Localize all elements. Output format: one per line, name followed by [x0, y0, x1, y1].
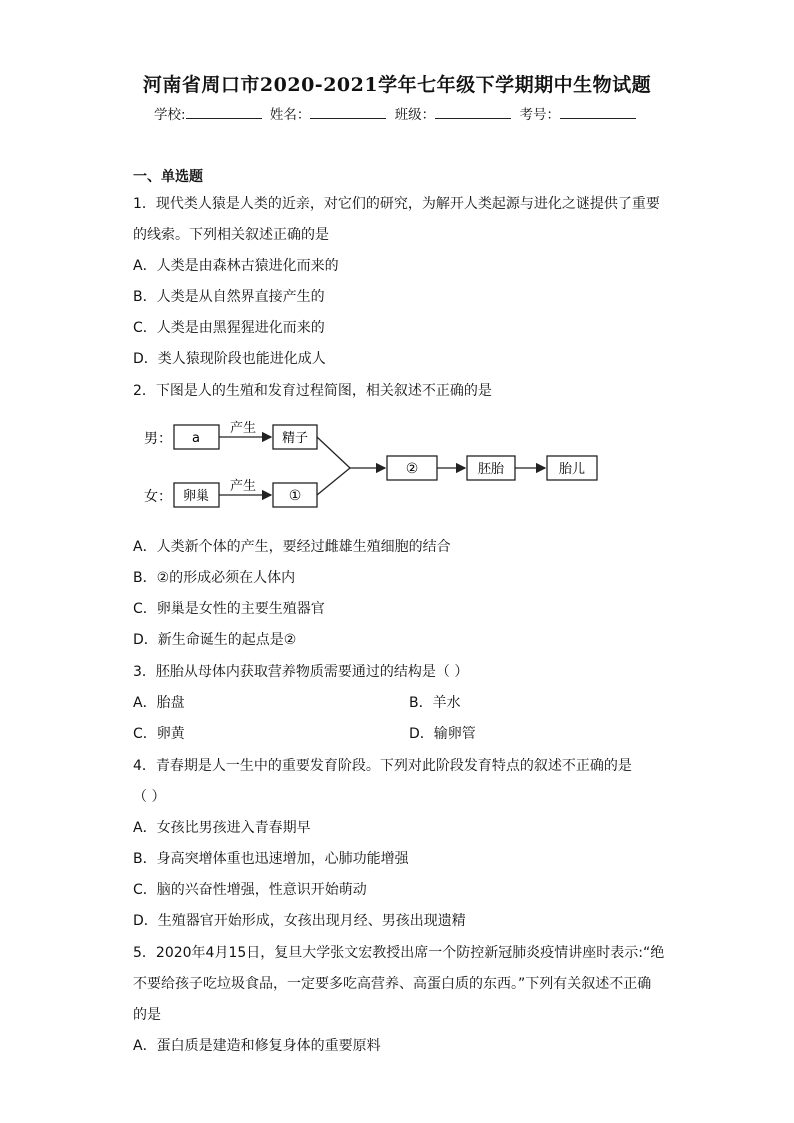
female-label: 女： — [144, 489, 172, 505]
q3-option-a[interactable]: A．胎盘 — [133, 695, 185, 711]
q4-option-b[interactable]: B．身高突增体重也迅速增加，心肺功能增强 — [133, 851, 409, 867]
q3-option-c[interactable]: C．卵黄 — [133, 726, 185, 742]
q1-stem-line1: 1．现代类人猿是人类的近亲，对它们的研究，为解开人类起源与进化之谜提供了重要 — [133, 196, 660, 212]
school-label: 学校: — [154, 107, 186, 123]
box-a-label: a — [192, 431, 200, 446]
reproduction-diagram — [140, 412, 620, 524]
box-2-label: ② — [405, 461, 419, 477]
box-ovary-label: 卵巢 — [182, 489, 210, 504]
q1-option-b[interactable]: B．人类是从自然界直接产生的 — [133, 289, 325, 305]
class-blank[interactable] — [435, 104, 511, 119]
q4-option-a[interactable]: A．女孩比男孩进入青春期早 — [133, 820, 311, 836]
arrow-produce-1-label: 产生 — [229, 421, 257, 436]
name-blank[interactable] — [310, 104, 386, 119]
box-sperm-label: 精子 — [281, 431, 309, 446]
q4-option-d[interactable]: D．生殖器官开始形成，女孩出现月经、男孩出现遗精 — [133, 913, 466, 929]
merge-line-bottom — [317, 468, 350, 495]
exam-title: 河南省周口市2020-2021学年七年级下学期期中生物试题 — [142, 74, 652, 96]
box-1-label: ① — [288, 488, 302, 504]
arrow-produce-2-label: 产生 — [229, 479, 257, 494]
exam-no-blank[interactable] — [560, 104, 636, 119]
q2-stem: 2．下图是人的生殖和发育过程简图，相关叙述不正确的是 — [133, 383, 492, 399]
q2-option-c[interactable]: C．卵巢是女性的主要生殖器官 — [133, 601, 325, 617]
q4-stem-line1: 4．青春期是人一生中的重要发育阶段。下列对此阶段发育特点的叙述不正确的是 — [133, 758, 632, 774]
school-blank[interactable] — [186, 104, 262, 119]
q1-option-d[interactable]: D．类人猿现阶段也能进化成人 — [133, 351, 326, 367]
q3-option-b[interactable]: B．羊水 — [409, 695, 461, 711]
exam-no-label: 考号： — [519, 107, 560, 123]
student-info-row — [0, 103, 794, 123]
q3-stem: 3．胚胎从母体内获取营养物质需要通过的结构是（ ） — [133, 664, 469, 680]
q1-stem-line2: 的线索。下列相关叙述正确的是 — [133, 227, 329, 243]
q5-option-a[interactable]: A．蛋白质是建造和修复身体的重要原料 — [133, 1038, 381, 1054]
merge-line-top — [317, 437, 350, 468]
male-label: 男： — [144, 431, 172, 447]
q2-option-a[interactable]: A．人类新个体的产生，要经过雌雄生殖细胞的结合 — [133, 539, 451, 555]
q1-option-a[interactable]: A．人类是由森林古猿进化而来的 — [133, 258, 339, 274]
box-fetus-label: 胎儿 — [558, 462, 586, 477]
q3-option-d[interactable]: D．输卵管 — [409, 726, 476, 742]
q2-option-d[interactable]: D．新生命诞生的起点是② — [133, 632, 297, 648]
class-label: 班级： — [394, 107, 436, 123]
q5-stem-line3: 的是 — [133, 1007, 161, 1023]
q5-stem-line1: 5．2020年4月15日，复旦大学张文宏教授出席一个防控新冠肺炎疫情讲座时表示:“绝 — [133, 945, 665, 961]
q2-option-b[interactable]: B．②的形成必须在人体内 — [133, 570, 296, 586]
section-title: 一、单选题 — [133, 169, 203, 185]
q5-stem-line2: 不要给孩子吃垃圾食品，一定要多吃高营养、高蛋白质的东西。”下列有关叙述不正确 — [133, 976, 652, 992]
q4-option-c[interactable]: C．脑的兴奋性增强，性意识开始萌动 — [133, 882, 367, 898]
name-label: 姓名： — [269, 107, 311, 123]
q1-option-c[interactable]: C．人类是由黑猩猩进化而来的 — [133, 320, 325, 336]
q4-stem-line2: （ ） — [133, 789, 166, 805]
box-embryo-label: 胚胎 — [477, 462, 505, 477]
